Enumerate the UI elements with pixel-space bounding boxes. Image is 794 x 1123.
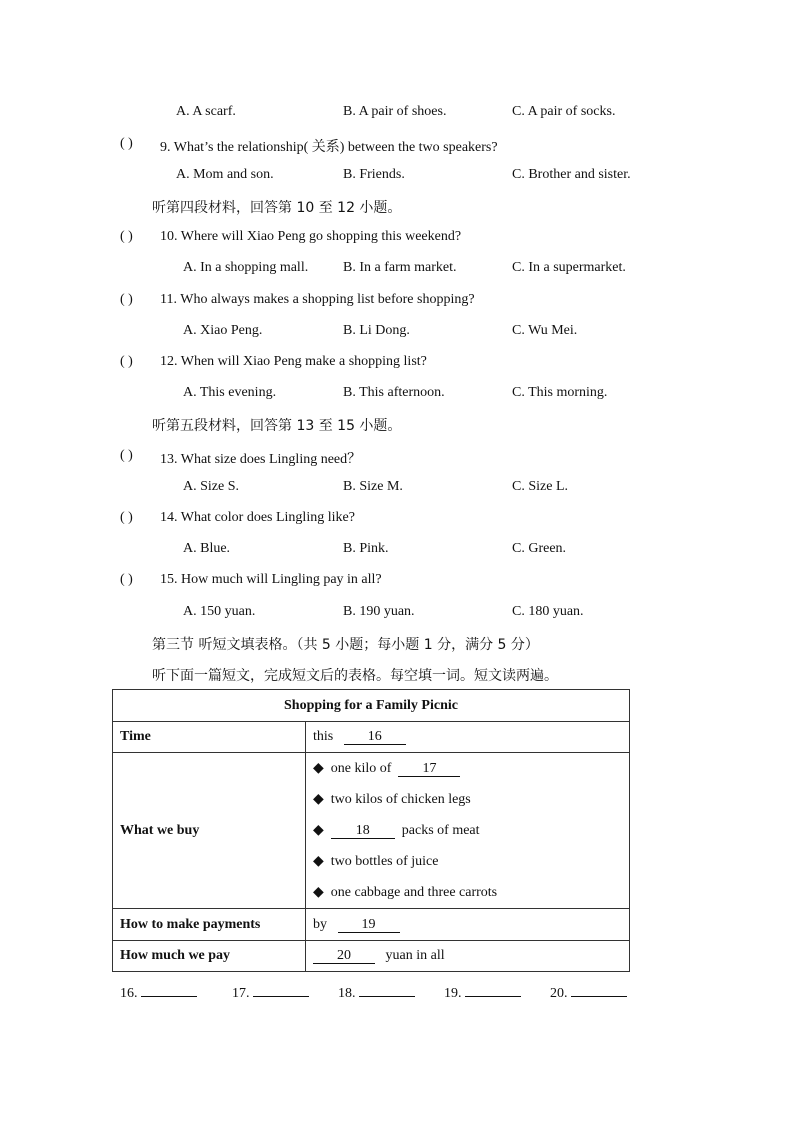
q11-answer-paren[interactable]: ( ): [120, 292, 133, 307]
amount-suffix: yuan in all: [385, 948, 445, 963]
buy-item-text: one kilo of: [330, 761, 392, 776]
payment-cell: [306, 909, 630, 941]
amount-label: How much we pay: [113, 941, 306, 972]
answer-18-number: 18.: [338, 986, 356, 1001]
buy-items-cell: [306, 753, 630, 909]
q8-option-c: C. A pair of socks.: [512, 104, 616, 119]
q13-option-c: C. Size L.: [512, 479, 568, 494]
q10-question: 10. Where will Xiao Peng go shopping this weekend?: [160, 229, 462, 244]
blank-16[interactable]: 16: [344, 729, 406, 745]
q8-option-a: A. A scarf.: [176, 104, 236, 119]
q11-option-c: C. Wu Mei.: [512, 323, 578, 338]
buy-item-text: one cabbage and three carrots: [330, 885, 498, 900]
answer-16-number: 16.: [120, 986, 138, 1001]
q10-answer-paren[interactable]: ( ): [120, 229, 133, 244]
buy-item: [313, 784, 622, 815]
q8-option-b: B. A pair of shoes.: [343, 104, 447, 119]
q14-option-b: B. Pink.: [343, 541, 389, 556]
diamond-bullet-icon: ◆: [313, 885, 324, 900]
answer-20-blank[interactable]: [571, 982, 627, 997]
what-we-buy-label: What we buy: [113, 753, 306, 909]
q10-option-b: B. In a farm market.: [343, 260, 457, 275]
blank-19[interactable]: 19: [338, 917, 400, 933]
answer-17-number: 17.: [232, 986, 250, 1001]
q9-answer-paren[interactable]: ( ): [120, 136, 133, 151]
payment-method-label: How to make payments: [113, 909, 306, 941]
q14-option-a: A. Blue.: [183, 541, 231, 556]
q10-option-c: C. In a supermarket.: [512, 260, 626, 275]
q12-option-a: A. This evening.: [183, 385, 277, 400]
q14-answer-paren[interactable]: ( ): [120, 510, 133, 525]
blank-17[interactable]: 17: [398, 761, 460, 777]
q9-option-b: B. Friends.: [343, 167, 405, 182]
shopping-table: [112, 689, 630, 972]
q12-option-c: C. This morning.: [512, 385, 608, 400]
blank-20[interactable]: 20: [313, 948, 375, 964]
q15-option-b: B. 190 yuan.: [343, 604, 415, 619]
q9-option-c: C. Brother and sister.: [512, 167, 631, 182]
q13-option-b: B. Size M.: [343, 479, 403, 494]
answer-line: [120, 982, 627, 1002]
q15-question: 15. How much will Lingling pay in all?: [160, 572, 382, 587]
section-4-heading: 听第四段材料，回答第 10 至 12 小题。: [152, 200, 402, 216]
buy-item: [313, 877, 622, 908]
amount-cell: [306, 941, 630, 972]
q10-option-a: A. In a shopping mall.: [183, 260, 309, 275]
q15-answer-paren[interactable]: ( ): [120, 572, 133, 587]
payment-prefix: by: [313, 916, 327, 932]
buy-item: [313, 846, 622, 877]
q15-option-a: A. 150 yuan.: [183, 604, 256, 619]
part-3-instruction: 听下面一篇短文，完成短文后的表格。每空填一词。短文读两遍。: [152, 668, 558, 684]
diamond-bullet-icon: ◆: [313, 823, 324, 838]
q9-question: 9. What’s the relationship( 关系) between the two speakers?: [160, 140, 498, 155]
q11-option-b: B. Li Dong.: [343, 323, 410, 338]
answer-20-number: 20.: [550, 986, 568, 1001]
answer-17-blank[interactable]: [253, 982, 309, 997]
q15-option-c: C. 180 yuan.: [512, 604, 584, 619]
answer-19-number: 19.: [444, 986, 462, 1001]
q14-question: 14. What color does Lingling like?: [160, 510, 355, 525]
q14-option-c: C. Green.: [512, 541, 567, 556]
answer-19-blank[interactable]: [465, 982, 521, 997]
table-title: Shopping for a Family Picnic: [113, 690, 630, 722]
buy-item-text: two bottles of juice: [330, 854, 439, 869]
section-5-heading: 听第五段材料，回答第 13 至 15 小题。: [152, 418, 402, 434]
answer-16-blank[interactable]: [141, 982, 197, 997]
answer-18-blank[interactable]: [359, 982, 415, 997]
time-cell: [306, 722, 630, 753]
buy-item: [313, 753, 622, 784]
time-label: Time: [113, 722, 306, 753]
buy-item-text: packs of meat: [401, 823, 480, 838]
q13-question: 13. What size does Lingling need？: [160, 452, 362, 467]
q13-option-a: A. Size S.: [183, 479, 239, 494]
blank-18[interactable]: 18: [331, 823, 395, 839]
diamond-bullet-icon: ◆: [313, 792, 324, 807]
q13-answer-paren[interactable]: ( ): [120, 448, 133, 463]
q11-option-a: A. Xiao Peng.: [183, 323, 263, 338]
q12-answer-paren[interactable]: ( ): [120, 354, 133, 369]
q12-question: 12. When will Xiao Peng make a shopping list?: [160, 354, 427, 369]
q12-option-b: B. This afternoon.: [343, 385, 445, 400]
q9-option-a: A. Mom and son.: [176, 167, 274, 182]
buy-item-text: two kilos of chicken legs: [330, 792, 471, 807]
diamond-bullet-icon: ◆: [313, 854, 324, 869]
q11-question: 11. Who always makes a shopping list before shopping?: [160, 292, 475, 307]
buy-item: [313, 815, 622, 846]
part-3-heading: 第三节 听短文填表格。（共 5 小题；每小题 1 分，满分 5 分）: [152, 637, 539, 653]
diamond-bullet-icon: ◆: [313, 761, 324, 776]
time-prefix: this: [313, 729, 334, 744]
